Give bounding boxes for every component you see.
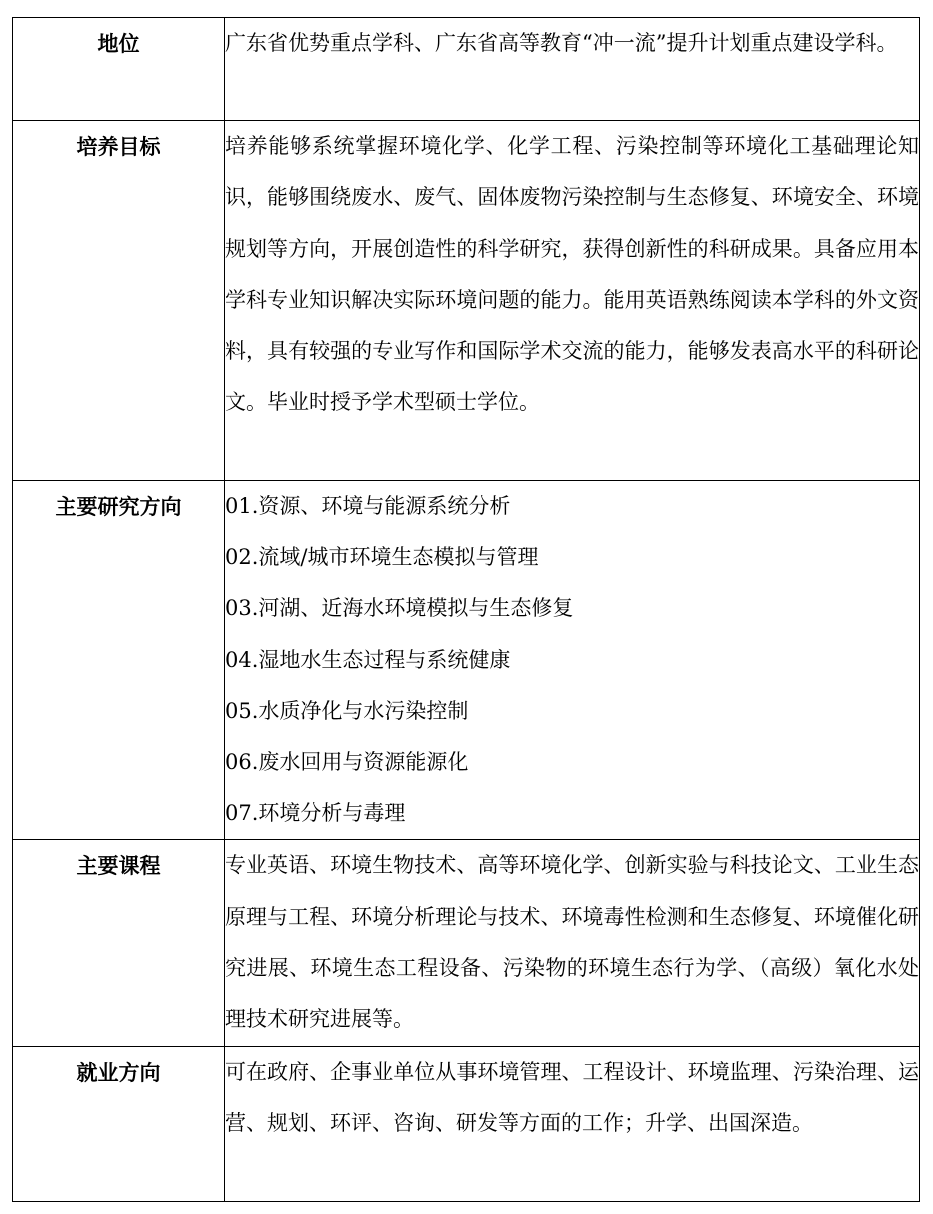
table-row-goal: [13, 121, 920, 481]
content-goal: 培养能够系统掌握环境化学、化学工程、污染控制等环境化工基础理论知识，能够围绕废水、废气、固体废物污染控制与生态修复、环境安全、环境规划等方向，开展创造性的科学研究，获得创新性的科研成果。具备应用本学科专业知识解决实际环境问题的能力。能用英语熟练阅读本学科的外文资料，具有较强的专业写作和国际学术交流的能力，能够发表高水平的科研论文。毕业时授予学术型硕士学位。: [225, 121, 920, 481]
table-row-position: [13, 18, 920, 121]
table-row-career: [13, 1046, 920, 1201]
program-info-table: [12, 17, 920, 1202]
direction-item: 06.废水回用与资源能源化: [225, 750, 469, 775]
direction-item: 03.河湖、近海水环境模拟与生态修复: [225, 596, 574, 621]
table-row-courses: [13, 840, 920, 1046]
direction-item: 02.流域/城市环境生态模拟与管理: [225, 545, 539, 570]
content-career: 可在政府、企事业单位从事环境管理、工程设计、环境监理、污染治理、运营、规划、环评、咨询、研发等方面的工作；升学、出国深造。: [225, 1046, 920, 1201]
content-courses: 专业英语、环境生物技术、高等环境化学、创新实验与科技论文、工业生态原理与工程、环境分析理论与技术、环境毒性检测和生态修复、环境催化研究进展、环境生态工程设备、污染物的环境生态行为学、（高级）氧化水处理技术研究进展等。: [225, 840, 920, 1046]
content-position: 广东省优势重点学科、广东省高等教育“冲一流”提升计划重点建设学科。: [225, 18, 920, 121]
direction-item: 01.资源、环境与能源系统分析: [225, 494, 511, 518]
direction-item: 07.环境分析与毒理: [225, 801, 406, 826]
direction-item: 04.湿地水生态过程与系统健康: [225, 647, 511, 672]
label-career: 就业方向: [13, 1046, 225, 1201]
table-row-directions: [13, 481, 920, 840]
label-directions: 主要研究方向: [13, 481, 225, 840]
label-courses: 主要课程: [13, 840, 225, 1046]
content-directions: [225, 481, 920, 840]
label-goal: 培养目标: [13, 121, 225, 481]
direction-item: 05.水质净化与水污染控制: [225, 698, 469, 723]
label-position: 地位: [13, 18, 225, 121]
